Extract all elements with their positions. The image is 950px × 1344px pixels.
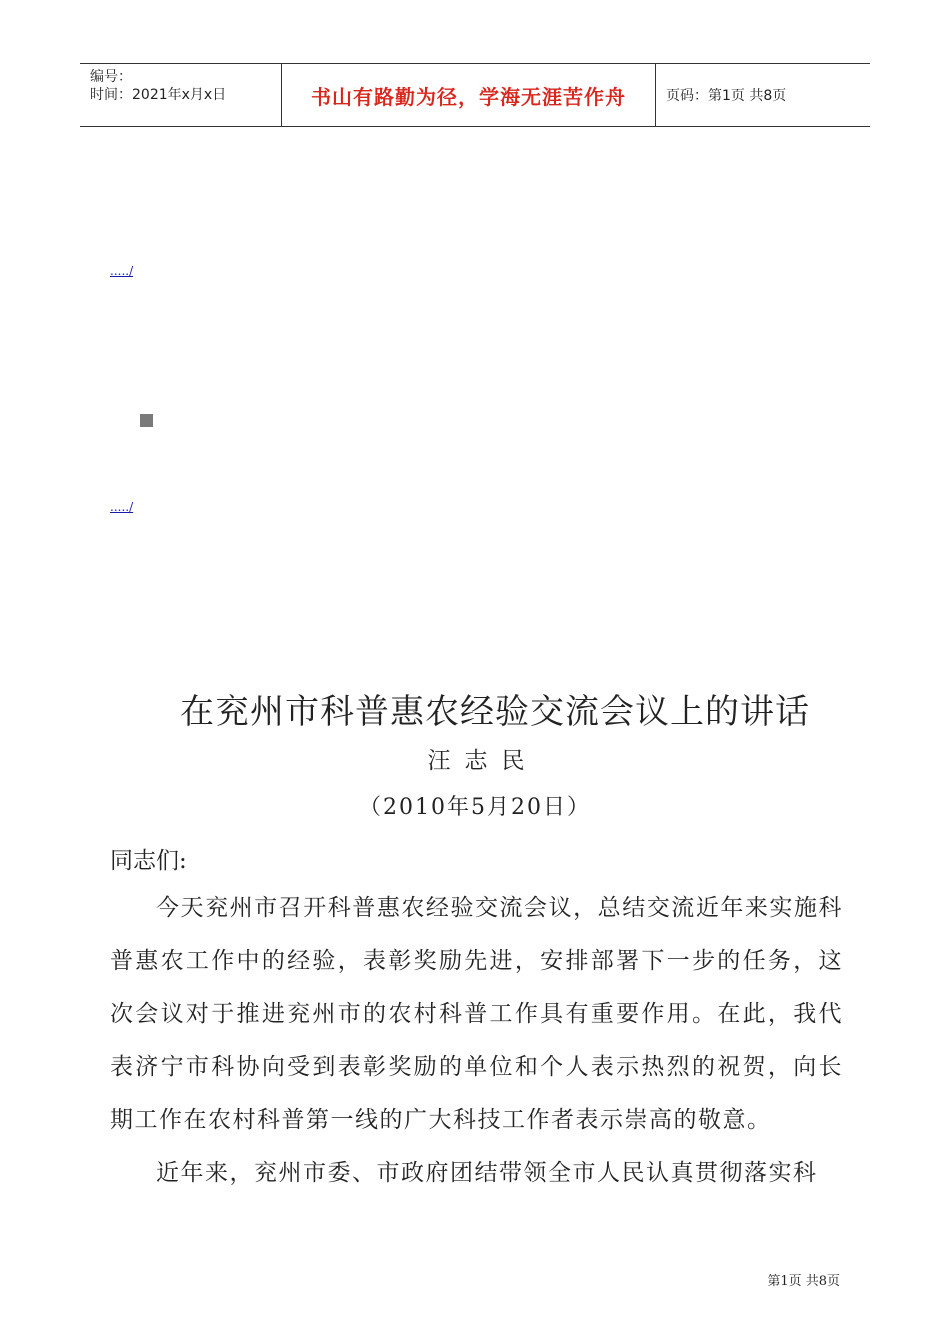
header-page-info: 页码：第1页 共8页	[666, 88, 787, 104]
document-title: 在兖州市科普惠农经验交流会议上的讲话	[180, 692, 810, 732]
page-header	[80, 63, 870, 127]
serial-label: 编号：	[90, 69, 132, 85]
header-page-cell	[656, 64, 870, 126]
square-bullet-icon	[140, 414, 153, 427]
link-first[interactable]: ...../	[110, 264, 134, 278]
footer-page-info: 第1页 共8页	[767, 1274, 840, 1289]
paragraph-1: 今天兖州市召开科普惠农经验交流会议，总结交流近年来实施科普惠农工作中的经验，表彰奖励先进，安排部署下一步的任务，这次会议对于推进兖州市的农村科普工作具有重要作用。在此，我代表济宁市科协向受到表彰奖励的单位和个人表示热烈的祝贺，向长期工作在农村科普第一线的广大科技工作者表示崇高的敬意。	[110, 895, 843, 1133]
motto-text: 书山有路勤为径，学海无涯苦作舟	[311, 84, 626, 109]
header-meta-cell	[80, 64, 282, 126]
document-date: （2010年5月20日）	[359, 795, 591, 820]
time-label: 时间：2021年x月x日	[90, 87, 227, 103]
header-motto-cell	[282, 64, 656, 126]
document-author: 汪志民	[427, 748, 539, 774]
link-second[interactable]: ...../	[110, 500, 134, 514]
salutation: 同志们:	[110, 848, 187, 874]
paragraph-2: 近年来，兖州市委、市政府团结带领全市人民认真贯彻落实科	[156, 1160, 818, 1186]
